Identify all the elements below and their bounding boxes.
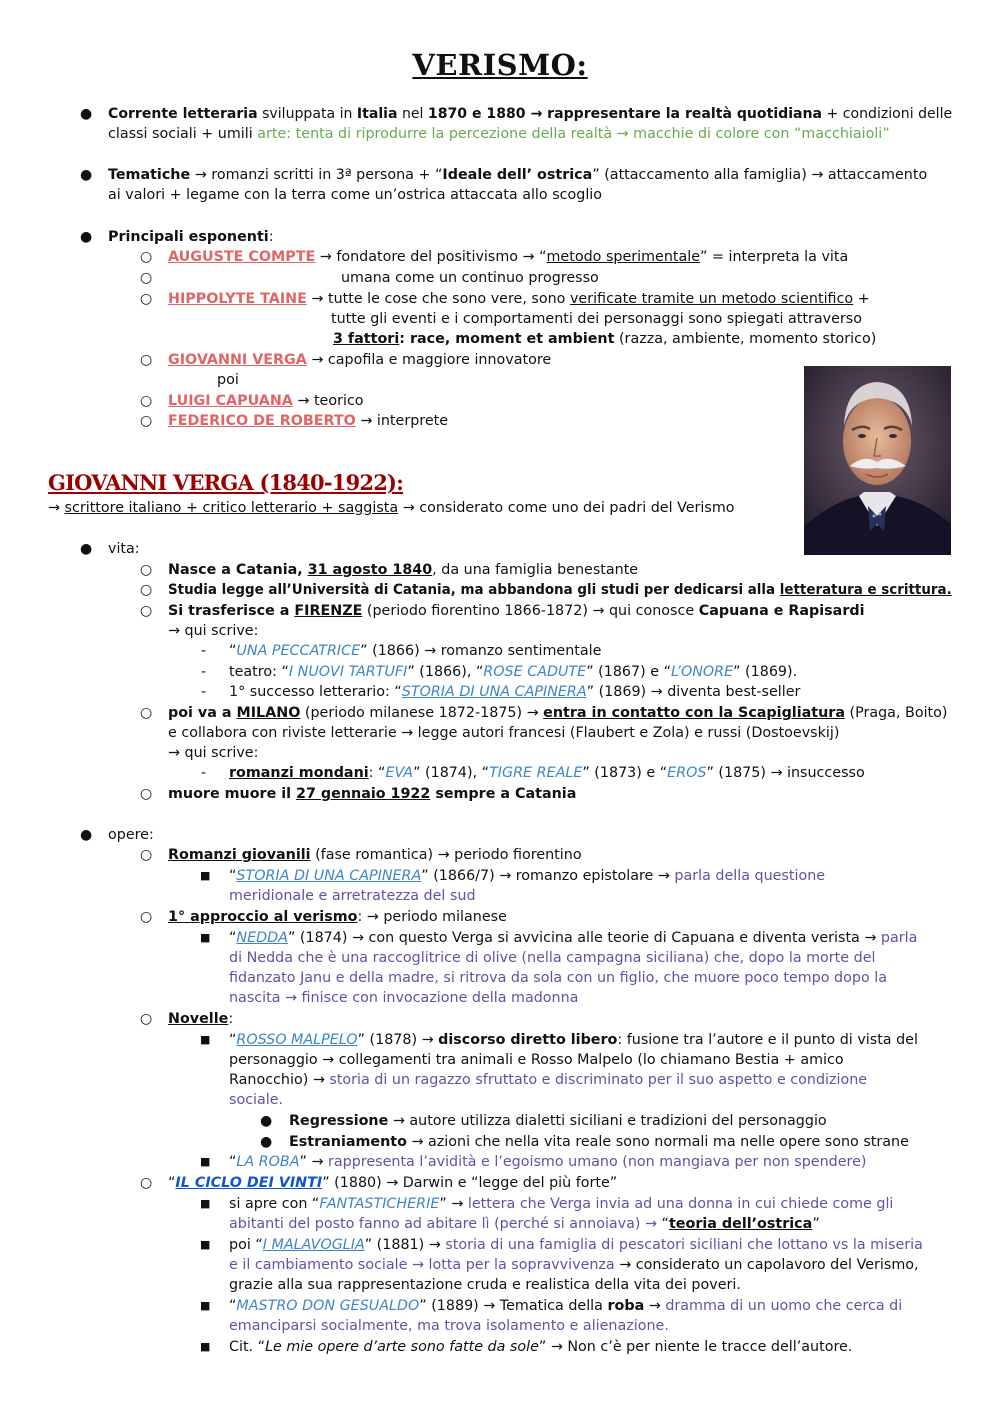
bullet-circle: ○ (140, 413, 153, 429)
esponente-taine-cont: tutte gli eventi e i comportamenti dei personaggi sono spiegati attraverso (331, 311, 862, 327)
vita-morte: muore muore il 27 gennaio 1922 sempre a Catania (168, 786, 577, 802)
bullet-dash: - (201, 765, 207, 781)
tecnica-estraniamento: Estraniamento → azioni che nella vita reale sono normali ma nelle opere sono strane (289, 1134, 909, 1150)
opera-nedda-2: di Nedda che è una raccoglitrice di olive (nella campagna siciliana) che, dopo la morte del (229, 950, 876, 966)
bullet-square: ■ (200, 1033, 211, 1046)
opera-malavoglia-3: grazie alla sua rappresentazione cruda e realistica della vita dei poveri. (229, 1277, 741, 1293)
page-title: VERISMO: (412, 48, 588, 82)
vita-firenze: Si trasferisce a FIRENZE (periodo fiorentino 1866-1872) → qui conosce Capuana e Rapisardi (168, 603, 865, 619)
bullet-circle: ○ (140, 562, 153, 578)
bullet-square: ■ (200, 869, 211, 882)
esponente-verga: GIOVANNI VERGA → capofila e maggiore innovatore (168, 352, 552, 368)
bullet-dash: - (201, 643, 207, 659)
opera-rosso-malpelo: “ROSSO MALPELO” (1878) → discorso diretto libero: fusione tra l’autore e il punto di vista del (229, 1032, 918, 1048)
tematiche-line-1: Tematiche → romanzi scritti in 3ª persona + “Ideale dell’ ostrica” (attaccamento alla famiglia) → attaccamento (108, 167, 928, 183)
bullet-circle: ○ (140, 393, 153, 409)
opera-capinera-successo: 1° successo letterario: “STORIA DI UNA CAPINERA” (1869) → diventa best-seller (229, 684, 801, 700)
opere-mondani: romanzi mondani: “EVA” (1874), “TIGRE REALE” (1873) e “EROS” (1875) → insuccesso (229, 765, 865, 781)
opera-nedda-3: fidanzato Janu e della madre, si ritrova da sola con un figlio, che muore poco tempo dopo la (229, 970, 887, 986)
opere-novelle: Novelle: (168, 1011, 234, 1027)
opera-capinera: “STORIA DI UNA CAPINERA” (1866/7) → romanzo epistolare → parla della questione (229, 868, 826, 884)
verga-portrait-image (804, 366, 951, 555)
bullet-dot: ● (80, 106, 93, 122)
citazione: Cit. “Le mie opere d’arte sono fatte da sole” → Non c’è per niente le tracce dell’autore. (229, 1339, 853, 1355)
opera-mastro-don-gesualdo-2: emanciparsi socialmente, ma trova isolamento e alienazione. (229, 1318, 669, 1334)
opera-mastro-don-gesualdo: “MASTRO DON GESUALDO” (1889) → Tematica della roba → dramma di un uomo che cerca di (229, 1298, 903, 1314)
opera-nedda: “NEDDA” (1874) → con questo Verga si avvicina alle teorie di Capuana e diventa verista → parla (229, 930, 918, 946)
vita-milano-riviste: e collabora con riviste letterarie → legge autori francesi (Flaubert e Zola) e russi (Dostoevskij) (168, 725, 840, 741)
tematiche-line-2: ai valori + legame con la terra come un’ostrica attaccata allo scoglio (108, 187, 603, 203)
bullet-circle: ○ (140, 249, 153, 265)
bullet-circle: ○ (140, 847, 153, 863)
bullet-square: ■ (200, 1155, 211, 1168)
bullet-dot: ● (80, 541, 93, 557)
opere-approccio: 1° approccio al verismo: → periodo milanese (168, 909, 507, 925)
esponente-capuana: LUIGI CAPUANA → teorico (168, 393, 364, 409)
esponente-taine-fattori: 3 fattori: race, moment et ambient (razza, ambiente, momento storico) (333, 331, 877, 347)
vita-nascita: Nasce a Catania, 31 agosto 1840, da una famiglia benestante (168, 562, 639, 578)
intro-line-1: Corrente letteraria sviluppata in Italia nel 1870 e 1880 → rappresentare la realtà quotidiana + condizioni delle (108, 106, 953, 122)
vita-studi: Studia legge all’Università di Catania, ma abbandona gli studi per dedicarsi alla letteratura e scrittura. (168, 582, 952, 598)
bullet-circle: ○ (140, 291, 153, 307)
esponenti-heading: Principali esponenti: (108, 229, 274, 245)
bullet-square: ■ (200, 1238, 211, 1251)
opere-label: opere: (108, 827, 154, 843)
bullet-circle: ○ (140, 270, 153, 286)
bullet-dot: ● (80, 827, 93, 843)
verga-subtitle: → scrittore italiano + critico letterario + saggista → considerato come uno dei padri del Verismo (48, 500, 735, 516)
bullet-circle: ○ (140, 909, 153, 925)
tecnica-regressione: Regressione → autore utilizza dialetti siciliani e tradizioni del personaggio (289, 1113, 827, 1129)
vita-milano: poi va a MILANO (periodo milanese 1872-1875) → entra in contatto con la Scapigliatura (Praga, Boito) (168, 705, 948, 721)
opere-teatro: teatro: “I NUOVI TARTUFI” (1866), “ROSE CADUTE” (1867) e “L’ONORE” (1869). (229, 664, 798, 680)
bullet-circle: ○ (140, 352, 153, 368)
bullet-circle: ○ (140, 582, 153, 598)
bullet-dot: ● (80, 229, 93, 245)
opera-rosso-malpelo-3: Ranocchio) → storia di un ragazzo sfruttato e discriminato per il suo aspetto e condizione (229, 1072, 868, 1088)
opera-malavoglia: poi “I MALAVOGLIA” (1881) → storia di una famiglia di pescatori siciliani che lottano vs la miseria (229, 1237, 923, 1253)
bullet-square: ■ (200, 931, 211, 944)
intro-line-2: classi sociali + umili arte: tenta di riprodurre la percezione della realtà → macchie di colore con “macchiaioli” (108, 126, 890, 142)
bullet-dot: ● (260, 1134, 273, 1150)
bullet-dash: - (201, 664, 207, 680)
vita-label: vita: (108, 541, 140, 557)
section-heading-verga: GIOVANNI VERGA (1840-1922): (48, 470, 404, 495)
bullet-dash: - (201, 684, 207, 700)
esponente-compte: AUGUSTE COMPTE → fondatore del positivismo → “metodo sperimentale” = interpreta la vita (168, 249, 849, 265)
vita-firenze-scrive: → qui scrive: (168, 623, 259, 639)
opera-malavoglia-2: e il cambiamento sociale → lotta per la sopravvivenza → considerato un capolavoro del Verismo, (229, 1257, 919, 1273)
opera-rosso-malpelo-4: sociale. (229, 1092, 284, 1108)
vita-milano-scrive: → qui scrive: (168, 745, 259, 761)
esponente-compte-cont: umana come un continuo progresso (341, 270, 599, 286)
bullet-dot: ● (80, 167, 93, 183)
opera-la-roba: “LA ROBA” → rappresenta l’avidità e l’egoismo umano (non mangiava per non spendere) (229, 1154, 867, 1170)
bullet-circle: ○ (140, 786, 153, 802)
bullet-circle: ○ (140, 705, 153, 721)
bullet-square: ■ (200, 1340, 211, 1353)
bullet-square: ■ (200, 1197, 211, 1210)
opera-nedda-4: nascita → finisce con invocazione della madonna (229, 990, 579, 1006)
bullet-circle: ○ (140, 603, 153, 619)
opera-capinera-cont: meridionale e arretratezza del sud (229, 888, 476, 904)
esponente-taine: HIPPOLYTE TAINE → tutte le cose che sono vere, sono verificate tramite un metodo scientifico + (168, 291, 870, 307)
opere-ciclo-vinti: “IL CICLO DEI VINTI” (1880) → Darwin e “legge del più forte” (168, 1175, 618, 1191)
opera-fantasticherie: si apre con “FANTASTICHERIE” → lettera che Verga invia ad una donna in cui chiede come gli (229, 1196, 894, 1212)
opera-rosso-malpelo-2: personaggio → collegamenti tra animali e Rosso Malpelo (lo chiamano Bestia + amico (229, 1052, 844, 1068)
opere-giovanili: Romanzi giovanili (fase romantica) → periodo fiorentino (168, 847, 582, 863)
bullet-square: ■ (200, 1299, 211, 1312)
esponente-poi: poi (217, 372, 239, 388)
bullet-dot: ● (260, 1113, 273, 1129)
opera-peccatrice: “UNA PECCATRICE” (1866) → romanzo sentimentale (229, 643, 602, 659)
bullet-circle: ○ (140, 1175, 153, 1191)
bullet-circle: ○ (140, 1011, 153, 1027)
esponente-deroberto: FEDERICO DE ROBERTO → interprete (168, 413, 449, 429)
opera-fantasticherie-2: abitanti del posto fanno ad abitare lì (perché si annoiava) → “teoria dell’ostrica” (229, 1216, 820, 1232)
